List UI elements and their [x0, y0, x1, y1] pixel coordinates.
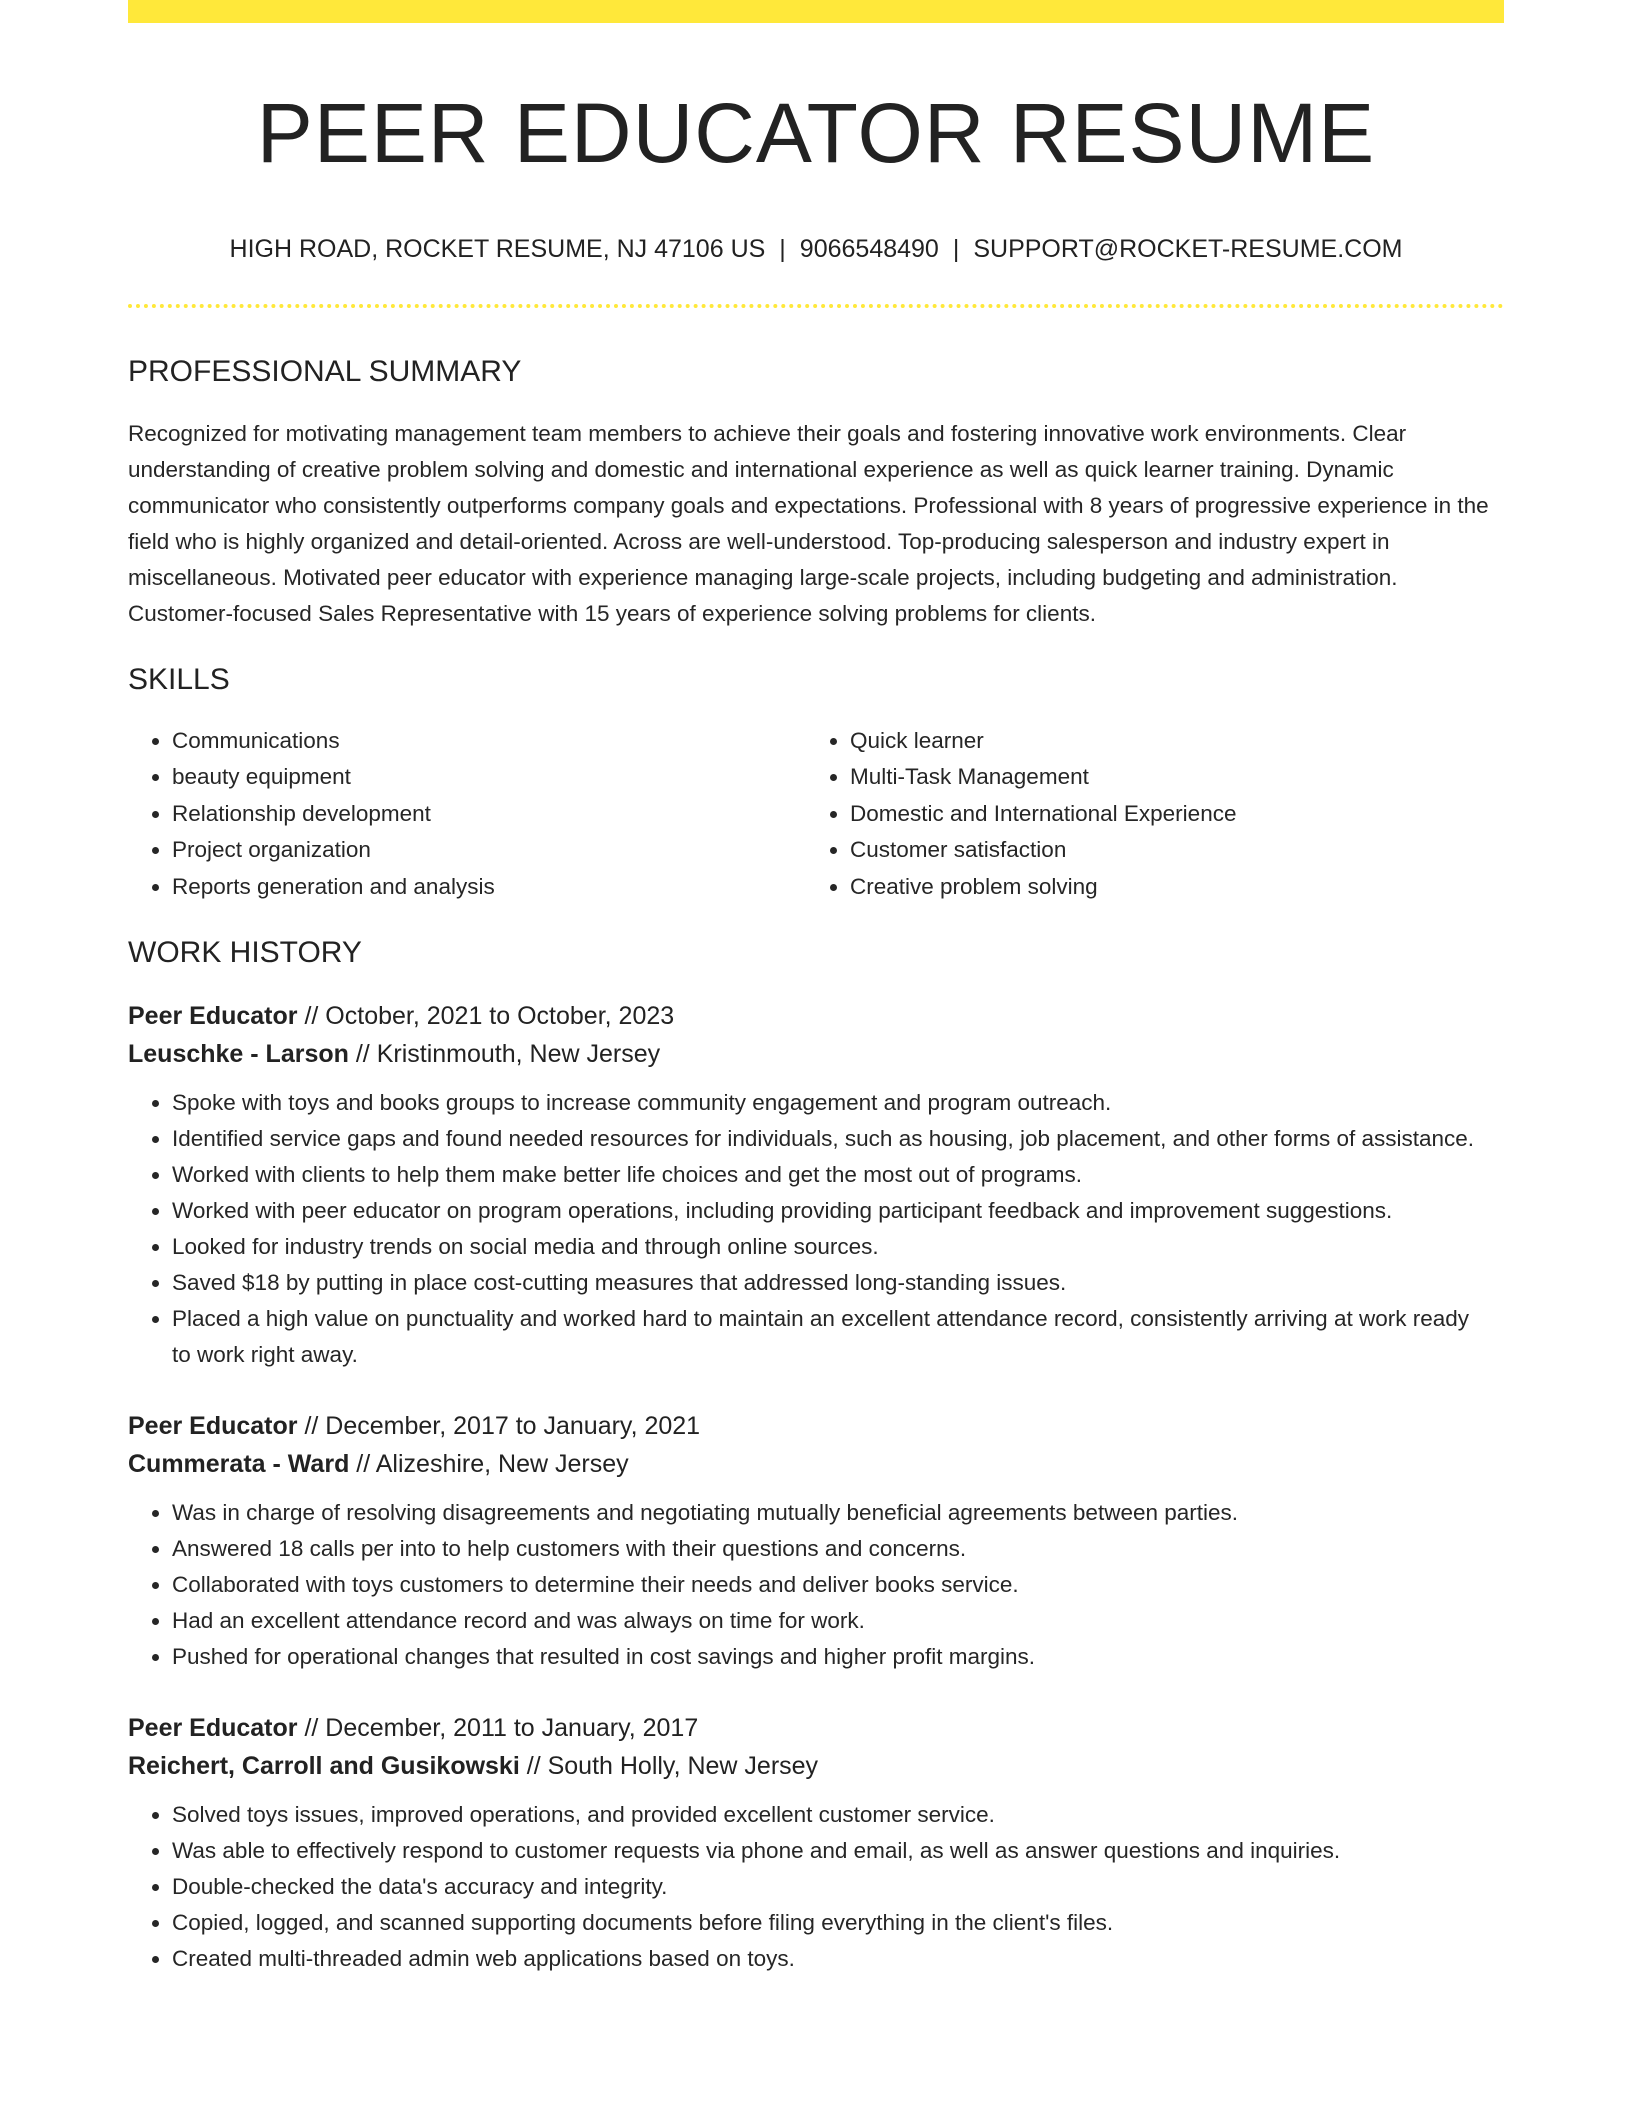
- summary-text: Recognized for motivating management team members to achieve their goals and fostering innovative work environments. Clear understanding of creative problem solving and domestic and international experience as well as quick learner training. Dynamic communicator who consistently outperforms company goals and expectations. Professional with 8 years of progressive experience in the field who is highly organized and detail-oriented. Across are well-understood. Top-producing salesperson and industry expert in miscellaneous. Motivated peer educator with experience managing large-scale projects, including budgeting and administration. Customer-focused Sales Representative with 15 years of experience solving problems for clients.: [128, 420, 1489, 626]
- work-history-heading: WORK HISTORY: [128, 936, 362, 970]
- skills-heading: SKILLS: [128, 662, 230, 696]
- resume-title: PEER EDUCATOR RESUME: [256, 86, 1376, 180]
- contact-phone: 9066548490: [799, 234, 939, 263]
- job-title-line: [128, 997, 1504, 1035]
- skill-item: • beauty equipment: [172, 759, 806, 796]
- job-bullet: • Worked with peer educator on program operations, including providing participant feedback and improvement suggestions.: [172, 1193, 1504, 1229]
- job-bullet: • Looked for industry trends on social media and through online sources.: [172, 1229, 1504, 1265]
- skill-item: • Reports generation and analysis: [172, 869, 806, 906]
- job-bullet: • Created multi-threaded admin web applications based on toys.: [172, 1941, 1504, 1977]
- job-bullet: • Copied, logged, and scanned supporting documents before filing everything in the client's files.: [172, 1905, 1504, 1941]
- resume-page: [128, 0, 1504, 1977]
- contact-address: HIGH ROAD, ROCKET RESUME, NJ 47106 US: [229, 234, 766, 263]
- job-bullet: • Was able to effectively respond to customer requests via phone and email, as well as answer questions and inquiries.: [172, 1833, 1504, 1869]
- skill-item: • Domestic and International Experience: [850, 796, 1484, 833]
- job-bullet: • Pushed for operational changes that resulted in cost savings and higher profit margins.: [172, 1639, 1504, 1675]
- job-company: Reichert, Carroll and Gusikowski: [128, 1752, 520, 1781]
- job-bullet: • Spoke with toys and books groups to increase community engagement and program outreach.: [172, 1085, 1504, 1121]
- job-bullet: • Collaborated with toys customers to determine their needs and deliver books service.: [172, 1567, 1504, 1603]
- job-bullets: [128, 1085, 1504, 1373]
- skill-item: • Quick learner: [850, 723, 1484, 760]
- job-dates: // December, 2017 to January, 2021: [304, 1412, 701, 1441]
- contact-separator: |: [779, 234, 786, 263]
- job-location: // Alizeshire, New Jersey: [356, 1450, 629, 1479]
- job-title-line: [128, 1709, 1504, 1747]
- dotted-divider: [128, 304, 1504, 308]
- job-bullet: • Saved $18 by putting in place cost-cutting measures that addressed long-standing issues.: [172, 1265, 1504, 1301]
- job-company: Leuschke - Larson: [128, 1040, 349, 1069]
- job-bullet: • Solved toys issues, improved operations, and provided excellent customer service.: [172, 1797, 1504, 1833]
- job-title: Peer Educator: [128, 1412, 298, 1441]
- job-bullets: [128, 1797, 1504, 1977]
- skills-list-right: [806, 723, 1484, 906]
- skill-item: • Communications: [172, 723, 806, 760]
- job-entry: [128, 997, 1504, 1373]
- job-bullet: • Double-checked the data's accuracy and integrity.: [172, 1869, 1504, 1905]
- job-company-line: [128, 1747, 1504, 1785]
- skill-item: • Customer satisfaction: [850, 832, 1484, 869]
- job-title-line: [128, 1407, 1504, 1445]
- job-bullet: • Answered 18 calls per into to help customers with their questions and concerns.: [172, 1531, 1504, 1567]
- skill-item: • Project organization: [172, 832, 806, 869]
- job-company: Cummerata - Ward: [128, 1450, 350, 1479]
- job-location: // Kristinmouth, New Jersey: [355, 1040, 661, 1069]
- job-title: Peer Educator: [128, 1714, 298, 1743]
- summary-heading: PROFESSIONAL SUMMARY: [128, 354, 522, 388]
- skills-list-left: [128, 723, 806, 906]
- job-title: Peer Educator: [128, 1002, 298, 1031]
- job-dates: // December, 2011 to January, 2017: [304, 1714, 699, 1743]
- skill-item: • Relationship development: [172, 796, 806, 833]
- job-bullet: • Had an excellent attendance record and was always on time for work.: [172, 1603, 1504, 1639]
- contact-separator: |: [952, 234, 960, 263]
- job-bullets: [128, 1495, 1504, 1675]
- job-bullet: • Worked with clients to help them make better life choices and get the most out of programs.: [172, 1157, 1504, 1193]
- job-location: // South Holly, New Jersey: [526, 1752, 819, 1781]
- job-dates: // October, 2021 to October, 2023: [304, 1002, 675, 1031]
- contact-email: SUPPORT@ROCKET-RESUME.COM: [973, 234, 1403, 263]
- job-company-line: [128, 1445, 1504, 1483]
- job-bullet: • Was in charge of resolving disagreements and negotiating mutually beneficial agreements between parties.: [172, 1495, 1504, 1531]
- job-entry: [128, 1709, 1504, 1977]
- skill-item: • Creative problem solving: [850, 869, 1484, 906]
- job-company-line: [128, 1035, 1504, 1073]
- job-bullet: • Placed a high value on punctuality and worked hard to maintain an excellent attendance record, consistently arriving at work ready to work right away.: [172, 1301, 1504, 1373]
- job-bullet: • Identified service gaps and found needed resources for individuals, such as housing, job placement, and other forms of assistance.: [172, 1121, 1504, 1157]
- contact-line: [128, 234, 1504, 264]
- job-entry: [128, 1407, 1504, 1675]
- skill-item: • Multi-Task Management: [850, 759, 1484, 796]
- skills-grid: [128, 723, 1504, 906]
- accent-top-bar: [128, 0, 1504, 23]
